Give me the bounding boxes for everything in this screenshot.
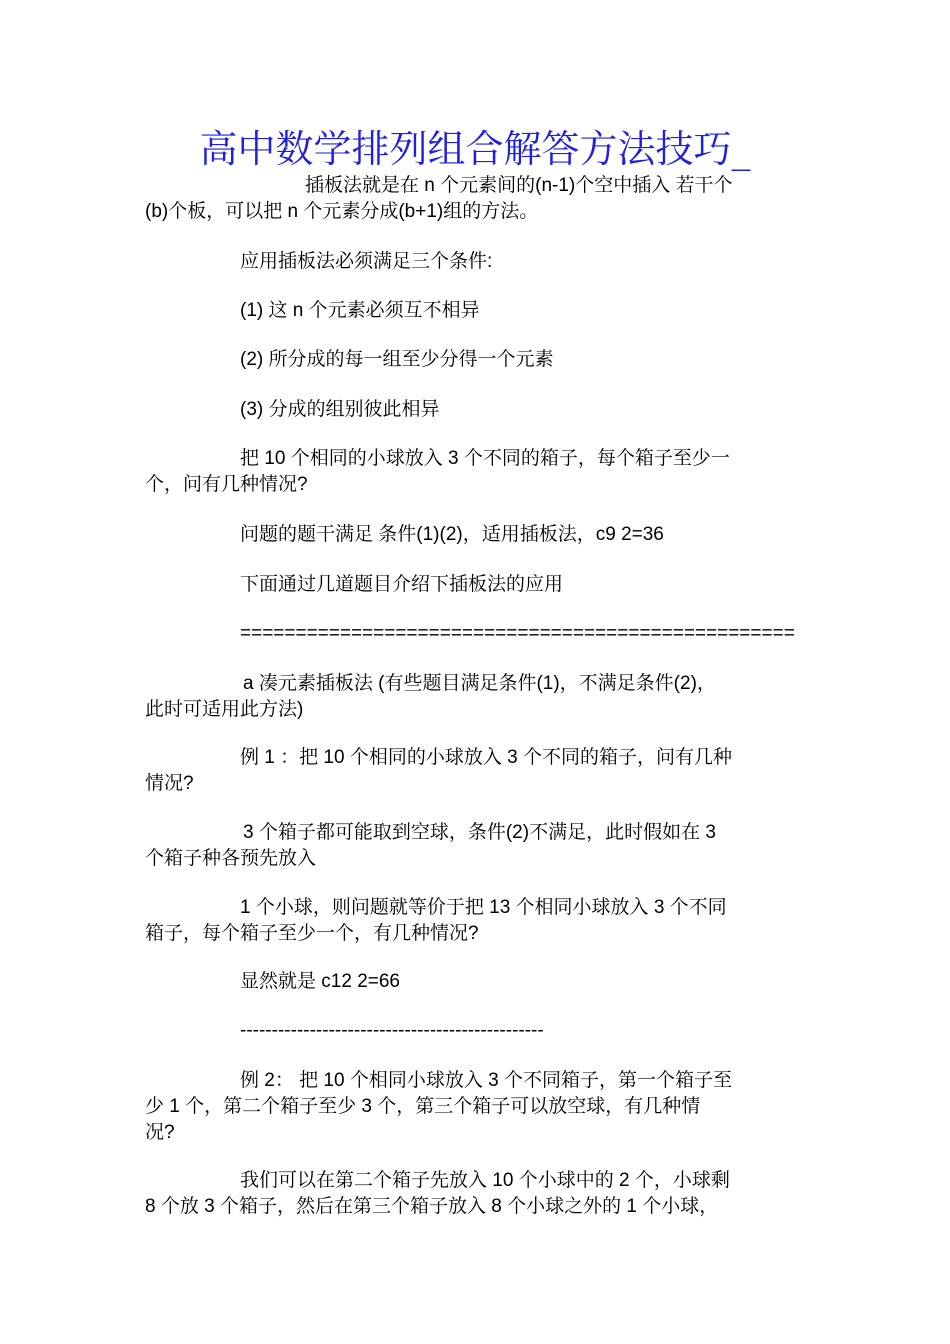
text-line: 个，问有几种情况? — [145, 474, 308, 495]
text-line: 情况? — [145, 773, 194, 794]
document-title: 高中数学排列组合解答方法技巧_ — [199, 127, 751, 171]
example-1-solution-part-2 — [145, 895, 807, 947]
text-line: 个箱子种各预先放入 — [145, 848, 317, 869]
text-line: 少 1 个，第二个箱子至少 3 个，第三个箱子可以放空球，有几种情 — [145, 1096, 701, 1117]
text-line: 插板法就是在 n 个元素间的(n-1)个空中插入 若干个 — [305, 175, 733, 196]
dash-divider: ------------------------------------------------ — [240, 1020, 544, 1041]
text-line: (b)个板，可以把 n 个元素分成(b+1)组的方法。 — [145, 201, 539, 222]
example-2-solution — [145, 1168, 807, 1220]
text-line: 3 个箱子都可能取到空球，条件(2)不满足，此时假如在 3 — [243, 822, 716, 843]
answer-paragraph: 问题的题干满足 条件(1)(2)，适用插板法，c9 2=36 — [240, 524, 664, 545]
question-paragraph — [145, 446, 807, 498]
conditions-heading: 应用插板法必须满足三个条件: — [240, 251, 493, 272]
text-line: a 凑元素插板法 (有些题目满足条件(1)，不满足条件(2)， — [243, 673, 716, 694]
equals-divider: ================================================== — [240, 623, 795, 644]
text-line: 1 个小球，则问题就等价于把 13 个相同小球放入 3 个不同 — [240, 897, 727, 918]
text-line: 箱子，每个箱子至少一个，有几种情况? — [145, 923, 479, 944]
intro-paragraph — [145, 173, 807, 225]
text-line: 8 个放 3 个箱子，然后在第三个箱子放入 8 个小球之外的 1 个小球， — [145, 1196, 719, 1217]
condition-1: (1) 这 n 个元素必须互不相异 — [240, 300, 480, 321]
example-1-question — [145, 745, 807, 797]
text-line: 况? — [145, 1122, 175, 1143]
example-1-solution-part-1 — [145, 820, 807, 872]
example-1-answer: 显然就是 c12 2=66 — [240, 971, 400, 992]
text-line: 把 10 个相同的小球放入 3 个不同的箱子，每个箱子至少一 — [240, 448, 730, 469]
example-2-question — [145, 1068, 807, 1146]
text-line: 我们可以在第二个箱子先放入 10 个小球中的 2 个，小球剩 — [240, 1170, 730, 1191]
condition-2: (2) 所分成的每一组至少分得一个元素 — [240, 349, 554, 370]
text-line: 此时可适用此方法) — [145, 699, 304, 720]
text-line: 例 1 ：把 10 个相同的小球放入 3 个不同的箱子，问有几种 — [240, 747, 732, 768]
text-line: 例 2： 把 10 个相同小球放入 3 个不同箱子，第一个箱子至 — [240, 1070, 732, 1091]
method-a-paragraph — [145, 671, 807, 723]
condition-3: (3) 分成的组别彼此相异 — [240, 399, 440, 420]
intro2-paragraph: 下面通过几道题目介绍下插板法的应用 — [240, 574, 564, 595]
